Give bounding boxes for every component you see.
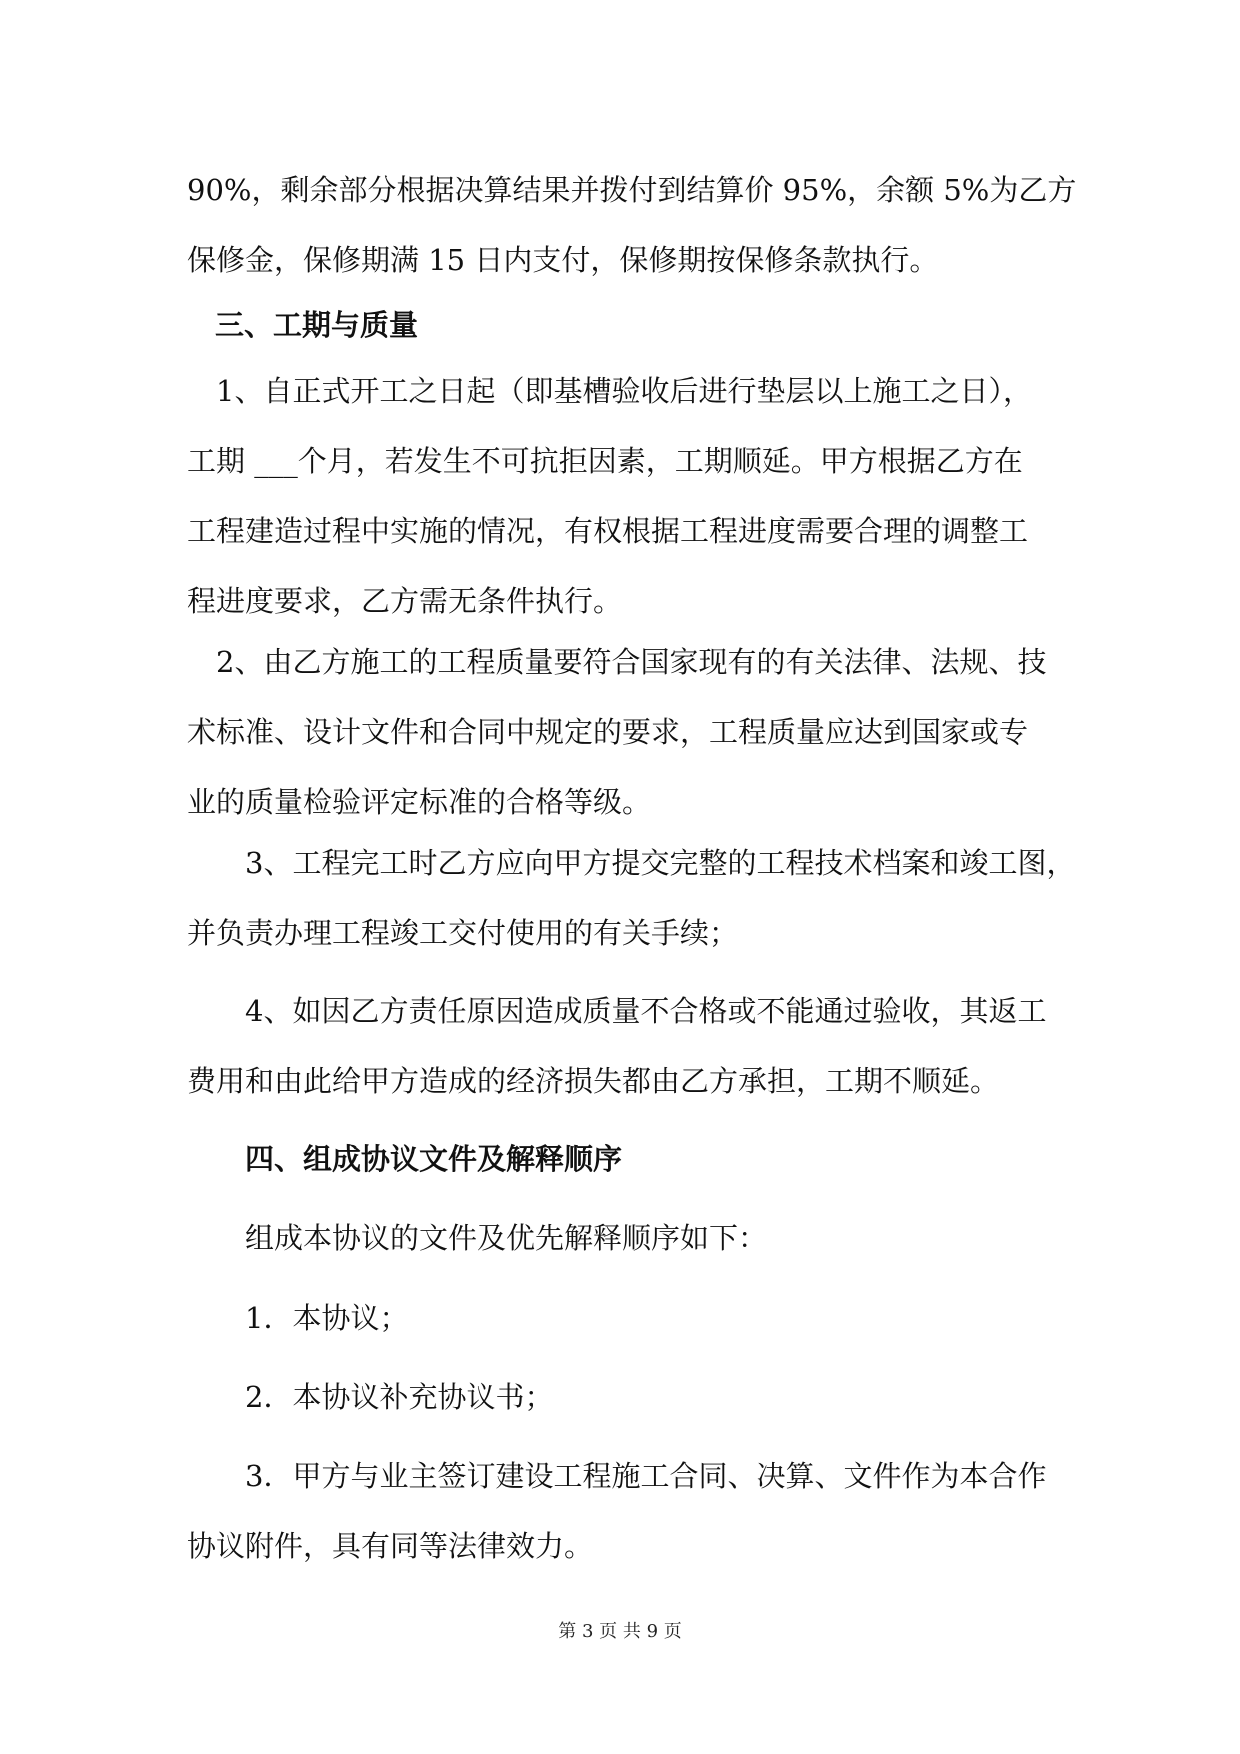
paragraph-documents-intro [245,1203,767,1273]
text-line: 工程建造过程中实施的情况，有权根据工程进度需要合理的调整工 [187,514,1029,548]
clause-3-1 [187,356,1032,636]
heading-text: 三、工期与质量 [215,308,419,342]
text-line: 1、自正式开工之日起（即基槽验收后进行垫层以上施工之日）， [216,374,1032,408]
list-item-document-1 [245,1283,408,1353]
text-line: 2．本协议补充协议书； [245,1380,554,1414]
text-line: 工期 ___个月，若发生不可抗拒因素，工期顺延。甲方根据乙方在 [187,444,1023,478]
text-line: 术标准、设计文件和合同中规定的要求，工程质量应达到国家或专 [187,715,1029,749]
paragraph-payment-continuation [187,155,1076,295]
text-line: 并负责办理工程竣工交付使用的有关手续； [187,916,739,950]
page-number-footer: 第 3 页 共 9 页 [558,1621,682,1642]
text-line: 费用和由此给甲方造成的经济损失都由乙方承担，工期不顺延。 [187,1064,1000,1098]
text-line: 保修金，保修期满 15 日内支付，保修期按保修条款执行。 [187,243,939,277]
text-line: 1．本协议； [245,1301,409,1335]
list-item-document-3 [187,1441,1046,1581]
text-line: 组成本协议的文件及优先解释顺序如下： [245,1221,768,1255]
section-heading-schedule-quality [215,290,418,360]
heading-text: 四、组成协议文件及解释顺序 [245,1142,623,1176]
text-line: 3、工程完工时乙方应向甲方提交完整的工程技术档案和竣工图， [245,846,1076,880]
clause-3-3 [187,828,1075,968]
list-item-document-2 [245,1362,553,1432]
clause-3-2 [187,627,1046,837]
text-line: 90%，剩余部分根据决算结果并拨付到结算价 95%，余额 5%为乙方 [187,173,1077,207]
text-line: 协议附件，具有同等法律效力。 [187,1529,594,1563]
section-heading-agreement-documents [245,1124,622,1194]
text-line: 2、由乙方施工的工程质量要符合国家现有的有关法律、法规、技 [216,645,1047,679]
text-line: 业的质量检验评定标准的合格等级。 [187,785,652,819]
text-line: 3．甲方与业主签订建设工程施工合同、决算、文件作为本合作 [245,1459,1047,1493]
text-line: 程进度要求，乙方需无条件执行。 [187,584,623,618]
text-line: 4、如因乙方责任原因造成质量不合格或不能通过验收，其返工 [245,994,1047,1028]
clause-3-4 [187,976,1046,1116]
